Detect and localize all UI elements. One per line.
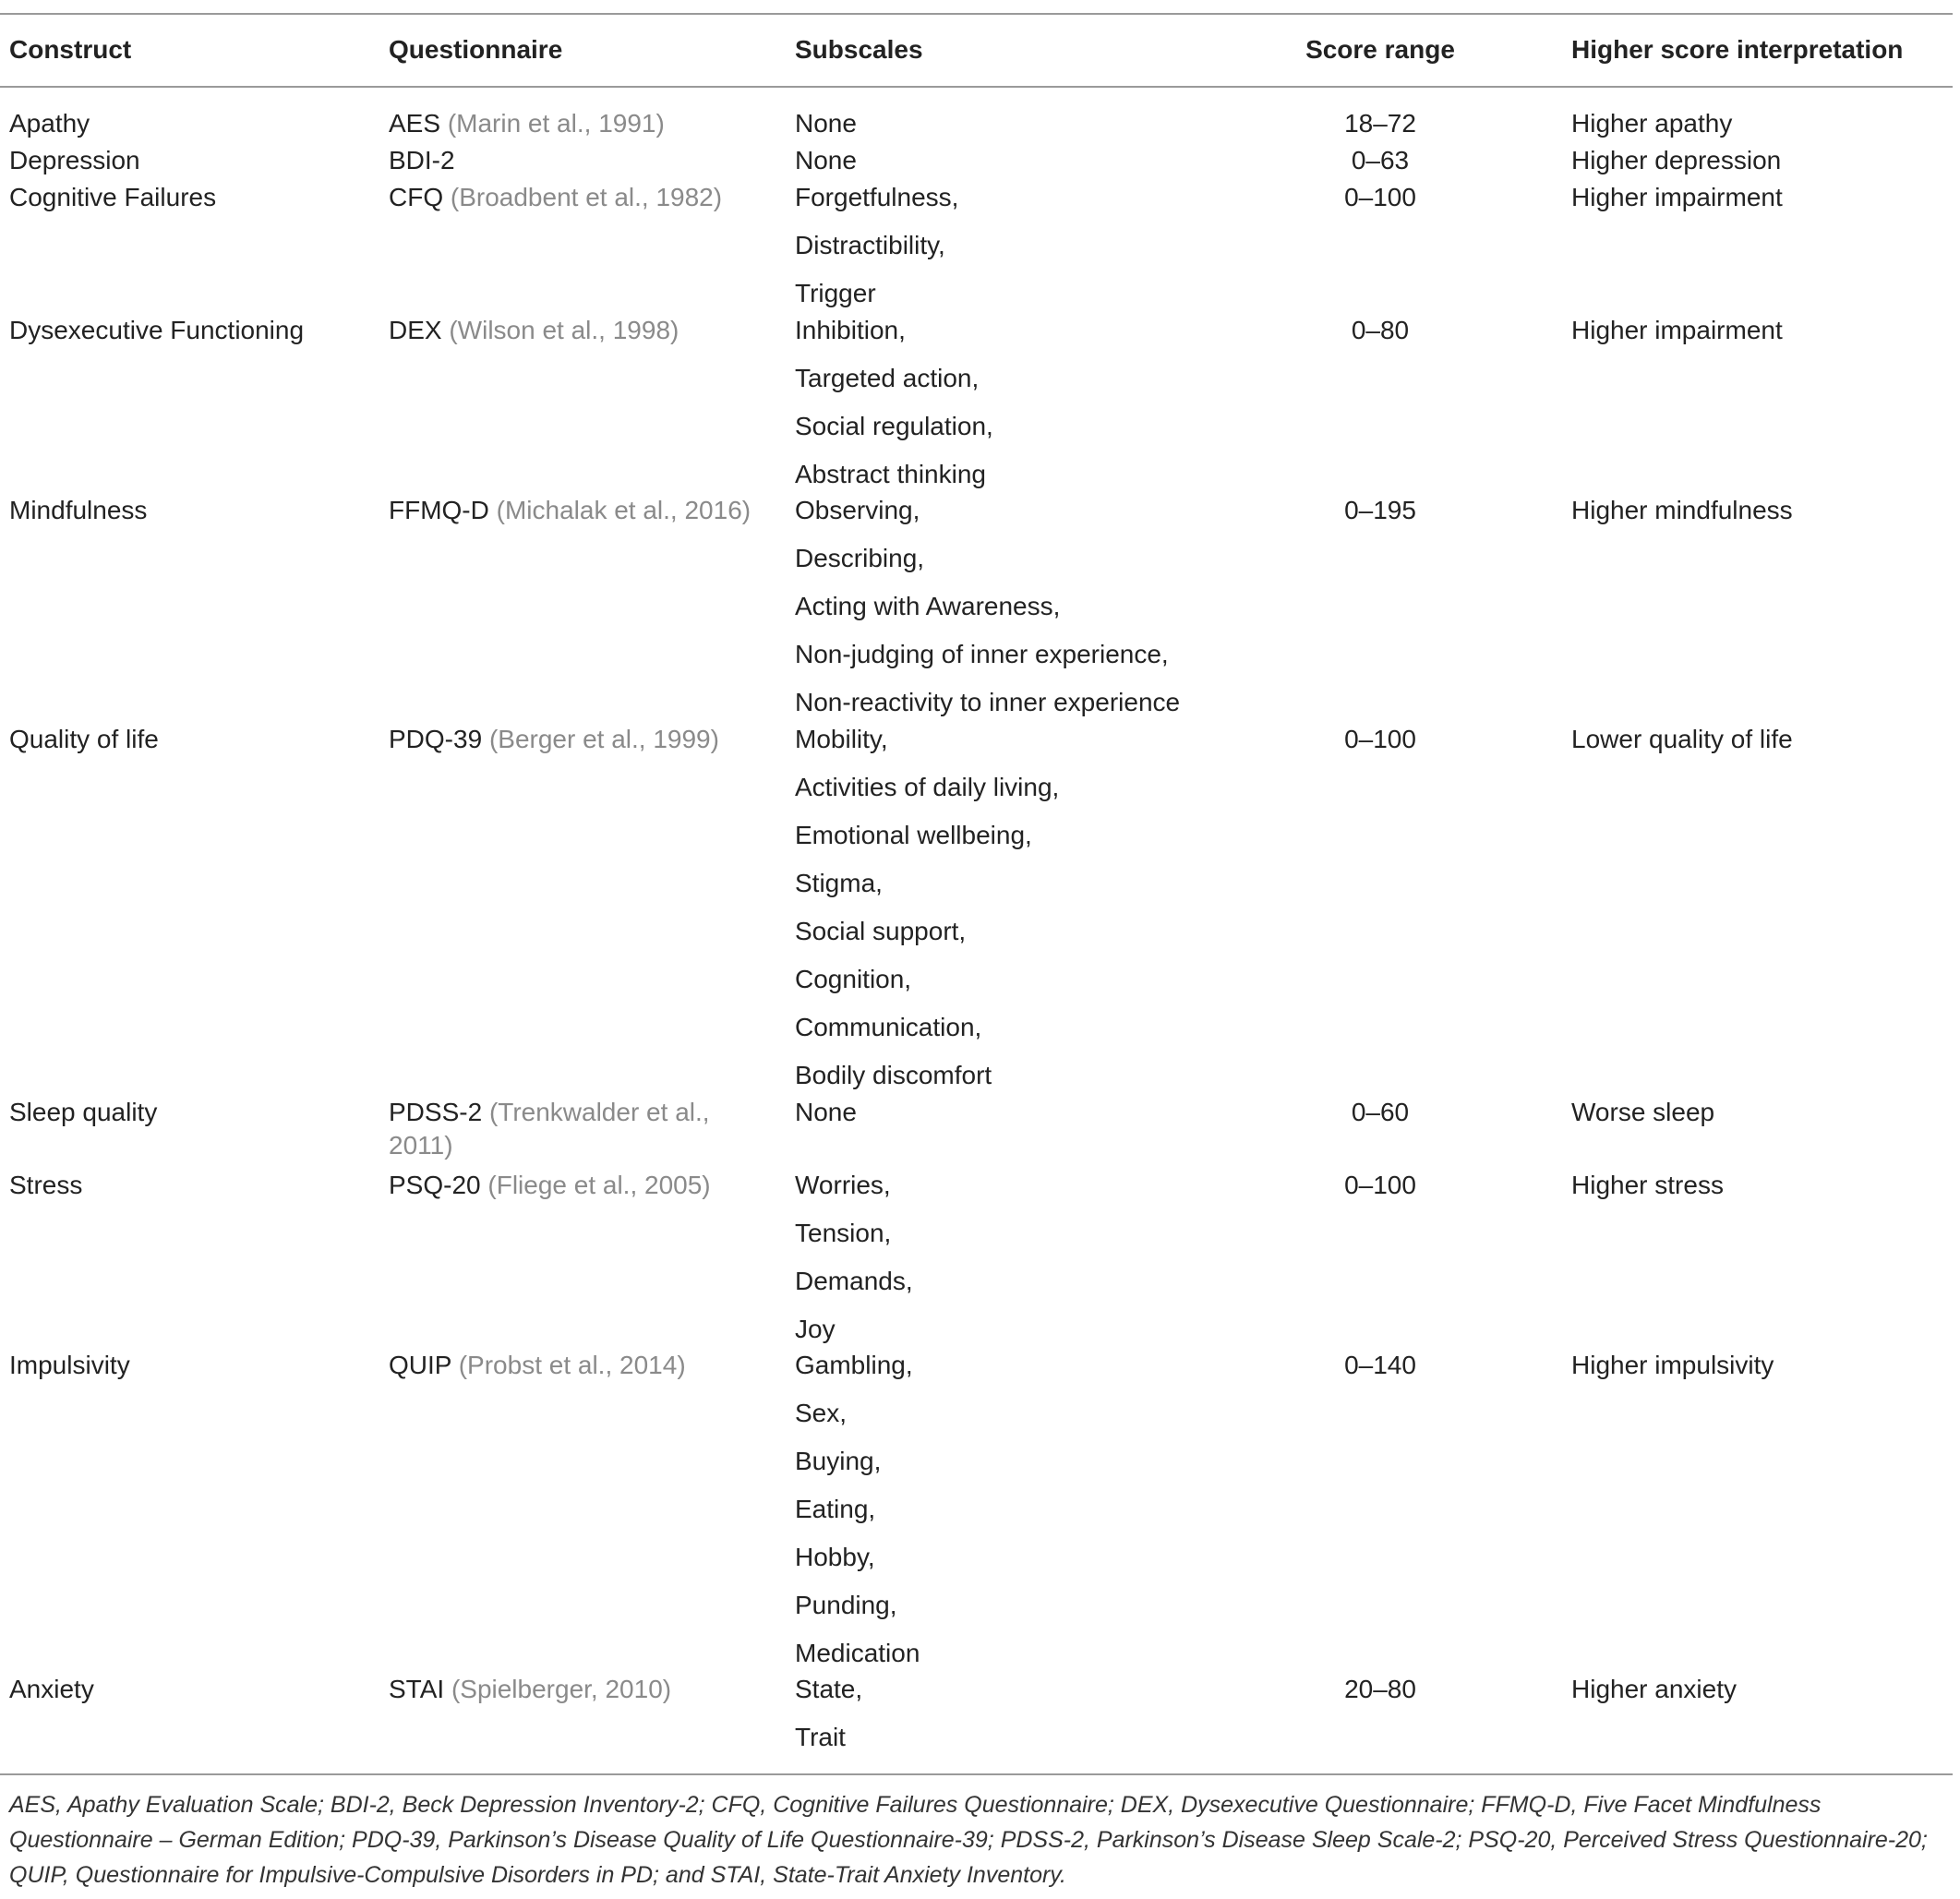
construct-cell: Anxiety: [9, 1675, 94, 1703]
subscale-item: Targeted action,: [795, 364, 980, 392]
questionnaire-cell: [389, 1096, 710, 1162]
subscale-item: None: [795, 1098, 857, 1126]
citation-link[interactable]: (Probst et al., 2014): [458, 1351, 686, 1379]
questionnaire-abbrev: PDSS-2: [389, 1098, 483, 1126]
subscales-cell: [795, 1169, 913, 1346]
subscales-cell: [795, 494, 1180, 719]
subscale-item: State,: [795, 1675, 863, 1703]
subscale-item: Stigma,: [795, 869, 883, 897]
subscale-item: Non-reactivity to inner experience: [795, 688, 1181, 716]
score-range-cell: 0–195: [1344, 496, 1416, 524]
subscale-item: Social regulation,: [795, 412, 993, 440]
interpretation-cell: Higher mindfulness: [1571, 496, 1793, 524]
interpretation-cell: Higher apathy: [1571, 109, 1733, 138]
subscale-item: Cognition,: [795, 965, 912, 993]
construct-cell: Apathy: [9, 109, 90, 138]
header-interpretation: Higher score interpretation: [1571, 35, 1904, 64]
bottom-rule: [0, 1773, 1953, 1775]
subscale-item: Observing,: [795, 496, 920, 524]
subscale-item: Distractibility,: [795, 231, 945, 259]
interpretation-cell: Higher depression: [1571, 146, 1782, 174]
top-rule: [0, 13, 1953, 15]
subscale-item: None: [795, 146, 857, 174]
subscale-item: Trigger: [795, 279, 876, 307]
subscale-item: Gambling,: [795, 1351, 913, 1379]
subscale-item: Trait: [795, 1723, 846, 1751]
questionnaire-abbrev: PSQ-20: [389, 1171, 481, 1199]
construct-cell: Dysexecutive Functioning: [9, 316, 305, 344]
subscales-cell: [795, 1673, 862, 1754]
citation-link[interactable]: (Wilson et al., 1998): [449, 316, 679, 344]
subscale-item: Activities of daily living,: [795, 773, 1060, 801]
construct-cell: Cognitive Failures: [9, 183, 217, 211]
subscales-cell: [795, 107, 857, 140]
score-range-cell: 0–80: [1351, 316, 1410, 344]
questionnaire-abbrev: STAI: [389, 1675, 445, 1703]
questionnaire-abbrev: AES: [389, 109, 441, 138]
questionnaire-cell: [389, 1169, 711, 1202]
subscale-item: Sex,: [795, 1399, 848, 1427]
questionnaire-cell: [389, 494, 751, 527]
questionnaire-cell: [389, 181, 722, 214]
questionnaire-cell: [389, 723, 719, 756]
questionnaire-abbrev: BDI-2: [389, 146, 455, 174]
interpretation-cell: Higher impulsivity: [1571, 1351, 1774, 1379]
questionnaire-cell: [389, 1673, 671, 1706]
score-range-cell: 0–140: [1344, 1351, 1416, 1379]
interpretation-cell: Higher anxiety: [1571, 1675, 1737, 1703]
score-range-cell: 20–80: [1344, 1675, 1416, 1703]
subscale-item: Abstract thinking: [795, 460, 986, 488]
interpretation-cell: Higher impairment: [1571, 316, 1783, 344]
subscale-item: Worries,: [795, 1171, 891, 1199]
header-questionnaire: Questionnaire: [389, 35, 563, 64]
score-range-cell: 0–63: [1351, 146, 1410, 174]
interpretation-cell: Worse sleep: [1571, 1098, 1715, 1126]
citation-link[interactable]: (Spielberger, 2010): [451, 1675, 672, 1703]
citation-link[interactable]: 2011): [389, 1131, 453, 1160]
subscale-item: Communication,: [795, 1013, 982, 1041]
interpretation-cell: Higher stress: [1571, 1171, 1724, 1199]
subscale-item: Inhibition,: [795, 316, 906, 344]
questionnaire-abbrev: DEX: [389, 316, 442, 344]
subscale-item: Social support,: [795, 917, 967, 945]
questionnaire-abbrev: QUIP: [389, 1351, 451, 1379]
citation-link[interactable]: (Michalak et al., 2016): [496, 496, 752, 524]
citation-link[interactable]: (Broadbent et al., 1982): [450, 183, 723, 211]
score-range-cell: 0–60: [1351, 1098, 1410, 1126]
header-rule: [0, 86, 1953, 88]
score-range-cell: 18–72: [1344, 109, 1416, 138]
table-footnote: AES, Apathy Evaluation Scale; BDI-2, Beck Depression Inventory-2; CFQ, Cognitive Failures Questionnaire; DEX, Dysexecutive Questionnaire; FFMQ-D, Five Facet Mindfulness Questionnaire – German Edition; PDQ-39, Parkinson’s Disease Quality of Life Questionnaire-39; PDSS-2, Parkinson’s Disease Sleep Scale-2; PSQ-20, Perceived Stress Questionnaire-20; QUIP, Questionnaire for Impulsive-Compulsive Disorders in PD; and STAI, State-Trait Anxiety Inventory.: [9, 1792, 1934, 1888]
subscales-cell: [795, 1349, 920, 1670]
subscale-item: Bodily discomfort: [795, 1061, 992, 1089]
interpretation-cell: Higher impairment: [1571, 183, 1783, 211]
subscale-item: None: [795, 109, 857, 138]
subscale-item: Acting with Awareness,: [795, 592, 1061, 620]
construct-cell: Impulsivity: [9, 1351, 130, 1379]
subscale-item: Forgetfulness,: [795, 183, 959, 211]
construct-cell: Stress: [9, 1171, 83, 1199]
subscales-cell: [795, 1096, 857, 1129]
subscale-item: Eating,: [795, 1495, 876, 1523]
construct-cell: Mindfulness: [9, 496, 148, 524]
score-range-cell: 0–100: [1344, 183, 1416, 211]
subscale-item: Describing,: [795, 544, 925, 572]
questionnaire-cell: [389, 1349, 686, 1382]
subscale-item: Hobby,: [795, 1543, 875, 1571]
subscale-item: Mobility,: [795, 725, 888, 753]
subscale-item: Medication: [795, 1639, 920, 1667]
subscale-item: Punding,: [795, 1591, 897, 1619]
citation-link[interactable]: (Trenkwalder et al.,: [488, 1098, 710, 1126]
subscales-cell: [795, 723, 1059, 1092]
subscale-item: Non-judging of inner experience,: [795, 640, 1169, 668]
citation-link[interactable]: (Berger et al., 1999): [488, 725, 719, 753]
citation-link[interactable]: (Marin et al., 1991): [447, 109, 665, 138]
subscales-cell: [795, 314, 993, 491]
questionnaire-abbrev: PDQ-39: [389, 725, 483, 753]
questionnaire-abbrev: FFMQ-D: [389, 496, 489, 524]
questionnaire-abbrev: CFQ: [389, 183, 444, 211]
citation-link[interactable]: (Fliege et al., 2005): [487, 1171, 711, 1199]
score-range-cell: 0–100: [1344, 1171, 1416, 1199]
header-construct: Construct: [9, 35, 132, 64]
questionnaire-cell: [389, 314, 679, 347]
header-score-range: Score range: [1305, 35, 1455, 64]
questionnaire-cell: [389, 144, 455, 177]
questionnaire-cell: [389, 107, 665, 140]
subscales-cell: [795, 144, 857, 177]
construct-cell: Sleep quality: [9, 1098, 158, 1126]
interpretation-cell: Lower quality of life: [1571, 725, 1793, 753]
construct-cell: Quality of life: [9, 725, 159, 753]
subscales-cell: [795, 181, 958, 310]
subscale-item: Demands,: [795, 1267, 913, 1295]
subscale-item: Tension,: [795, 1219, 892, 1247]
construct-cell: Depression: [9, 146, 140, 174]
score-range-cell: 0–100: [1344, 725, 1416, 753]
subscale-item: Emotional wellbeing,: [795, 821, 1032, 849]
subscale-item: Joy: [795, 1315, 836, 1343]
header-subscales: Subscales: [795, 35, 923, 64]
subscale-item: Buying,: [795, 1447, 882, 1475]
